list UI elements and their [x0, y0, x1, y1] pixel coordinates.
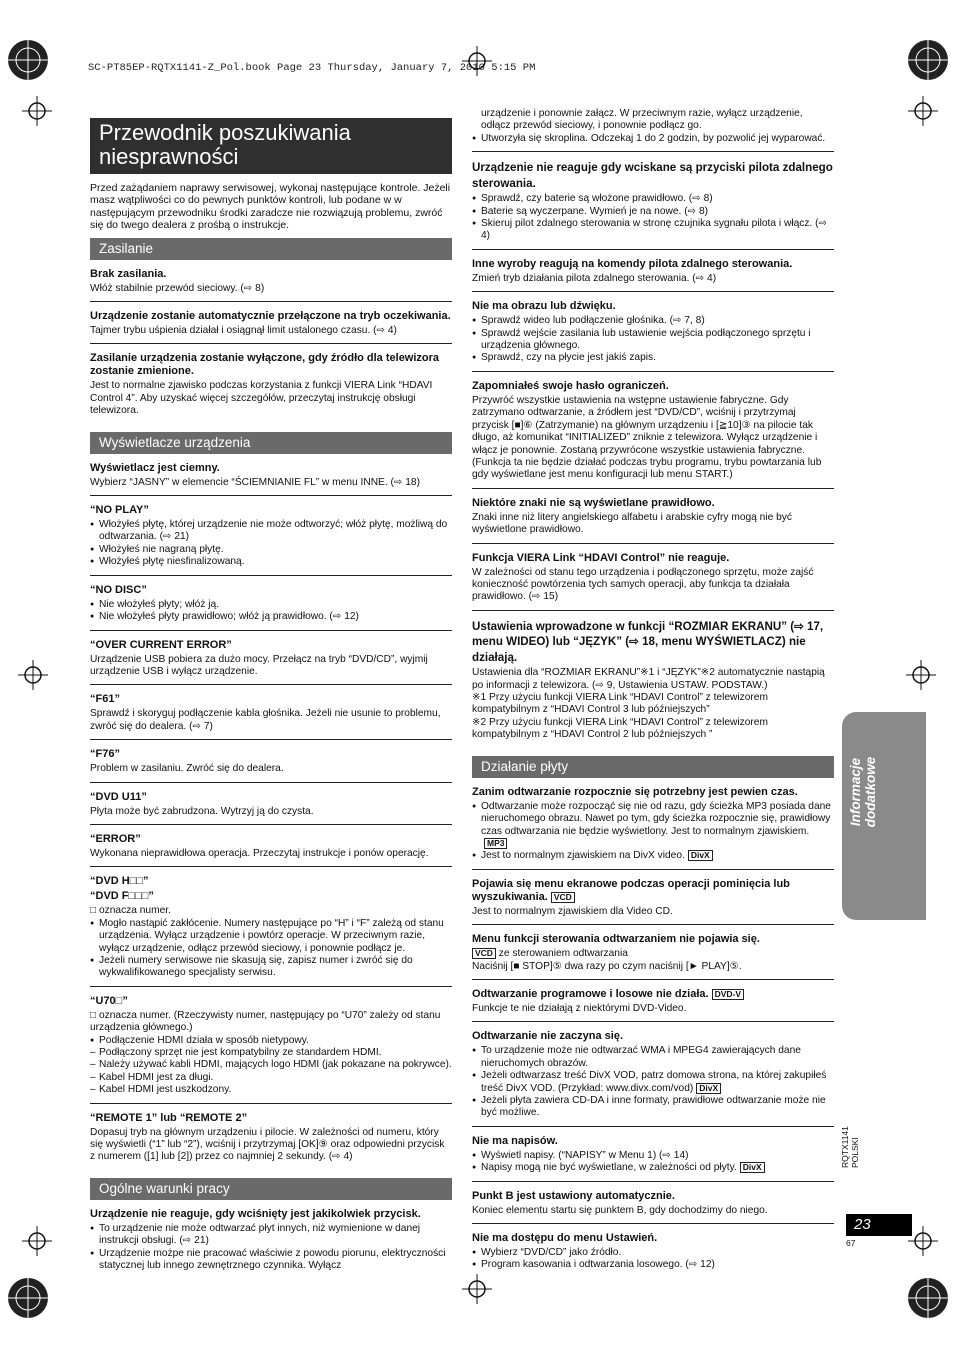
entry-answer: urządzenie i ponownie załącz. W przeciwnym razie, wyłącz urządzenie, odłącz przewód sieciowy, i ponownie podłącz go. — [481, 108, 803, 132]
trouble-entry — [90, 584, 452, 631]
trouble-entry — [472, 1232, 834, 1278]
list-item: ● Sprawdź, czy na płycie jest jakiś zapis. — [472, 352, 834, 364]
entry-answer: Jest to normalnym zjawiskiem dla Video CD. — [472, 905, 673, 917]
trouble-entry — [90, 693, 452, 740]
list-item: ● Jeżeli numery serwisowe nie skasują się, zapisz numer i zwróć się do wykwalifikowanego specjalisty serwisu. — [90, 955, 452, 980]
trouble-entry — [472, 988, 834, 1022]
side-tab-label-line2: dodatkowe — [863, 756, 878, 828]
list-item-text: Napisy mogą nie być wyświetlane, w zależności od płyty. — [481, 1162, 737, 1174]
trouble-entry — [90, 748, 452, 782]
page-title-line2: niesprawności — [99, 144, 239, 169]
list-item: – Należy używać kabli HDMI, mających logo HDMI (jak pokazane na pokrywce). — [90, 1059, 452, 1071]
entry-question: Wyświetlacz jest ciemny. — [90, 461, 220, 474]
footnote: ※2 Przy użyciu funkcji VIERA Link “HDAVI Control” z telewizorem kompatybilnym z “HDAVI Control 2 lub późniejszych ” — [472, 716, 768, 741]
list-item: ● Włożyłeś nie nagraną płytę. — [90, 544, 452, 556]
section-header-ogolne: Ogólne warunki pracy — [90, 1178, 452, 1200]
list-item: – Kabel HDMI jest za długi. — [90, 1072, 452, 1084]
entry-question: Urządzenie nie reaguje, gdy wciśnięty jest jakikolwiek przycisk. — [90, 1207, 421, 1220]
entry-question: “DVD H□□” — [90, 875, 149, 888]
bullet-list — [90, 599, 452, 624]
list-item: – Podłączony sprzęt nie jest kompatybilny ze standardem HDMI. — [90, 1047, 452, 1059]
side-tab-label — [848, 722, 878, 862]
entry-answer: Przywróć wszystkie ustawienia na wstępne ustawienie fabryczne. Gdy zatrzymano odtwarzanie, a źródłem jest “DVD/CD”, wciśnij i przytrzymaj przycisk [■]⑥ (Zatrzymanie) na głównym urządzeniu i [≧10]③ na pilocie tak długo, aż komunikat “INITIALIZED” zniknie z telewizora. Wyłącz urządzenie i włącz je ponownie. Zostaną przywrócone wszystkie ustawienia fabryczne. (Funkcja ta nie będzie działać podczas trybu programu, trybu powtarzania lub gdy wyświetlane jest menu konfiguracji lub menu START.) — [472, 394, 822, 481]
intro-text: Przed zażądaniem naprawy serwisowej, wykonaj następujące kontrole. Jeżeli masz wątpliwości co do pewnych punktów kontroli, lub podane w w następującym przewodniku środki zaradcze nie rozwiązują problemu, zwróć się do twego dealera z prośbą o instrukcje. — [90, 182, 451, 232]
document-code-number: RQTX1141 — [840, 1126, 850, 1168]
right-column — [472, 108, 834, 1286]
document-code — [840, 1126, 860, 1168]
format-badge: DivX — [696, 1083, 721, 1094]
entry-answer — [472, 948, 834, 960]
trouble-entry — [90, 268, 452, 302]
trouble-entry — [472, 552, 834, 611]
entry-question: Funkcja VIERA Link “HDAVI Control” nie reaguje. — [472, 551, 730, 564]
bullet-list — [472, 133, 834, 145]
entry-answer: Dopasuj tryb na głównym urządzeniu i pilocie. W zależności od numeru, który się wyświetli (“1” lub “2”), wciśnij i przytrzymaj [OK]⑨ oraz odpowiedni przycisk z numerem ([1] lub [2]) przez co najmniej 2 sekundy. (⇨ 4) — [90, 1126, 445, 1163]
trouble-entry — [472, 160, 834, 250]
trouble-entry — [90, 995, 452, 1104]
list-item: ● Program kasowania i odtwarzania losowego. (⇨ 12) — [472, 1259, 834, 1271]
entry-question-text: Pojawia się menu ekranowe podczas operacji pominięcia lub wyszukiwania. — [472, 877, 790, 903]
entry-question-text: Odtwarzanie programowe i losowe nie działa. — [472, 987, 709, 1000]
trouble-entry — [472, 786, 834, 870]
trouble-entry — [90, 1112, 452, 1170]
format-badge: MP3 — [484, 838, 507, 849]
trouble-entry — [472, 300, 834, 372]
entry-question: “DVD U11” — [90, 790, 147, 803]
crosshair-mark-right-mid — [906, 660, 936, 690]
list-item: ● To urządzenie może nie odtwarzać WMA i MPEG4 zawierających dane nieruchomych obrazów. — [472, 1045, 834, 1070]
list-item-text: Jest to normalnym zjawiskiem na DivX video. — [481, 850, 685, 862]
trouble-entry — [90, 462, 452, 496]
list-item: ● Nie włożyłeś płyty prawidłowo; włóż ją prawidłowo. (⇨ 12) — [90, 611, 452, 623]
entry-question — [472, 878, 834, 904]
registration-mark-top-left — [0, 30, 60, 90]
list-item-text: Odtwarzanie może rozpocząć się nie od razu, gdy ścieżka MP3 posiada dane nieruchomego obrazu. Nawet po tym, gdy ścieżka rozpocznie się, prawidłowy czas odtwarzania nie będzie wyświetlony. Jest to normalnym zjawiskiem. — [481, 800, 831, 837]
bullet-list — [472, 1045, 834, 1119]
registration-mark-top-right — [900, 30, 954, 90]
list-item: ● Sprawdź, czy baterie są włożone prawidłowo. (⇨ 8) — [472, 193, 834, 205]
trouble-entry — [472, 497, 834, 544]
crosshair-mark-right-top — [908, 96, 938, 126]
trouble-entry — [90, 639, 452, 686]
format-badge: VCD — [472, 948, 496, 959]
page-number: 23 — [846, 1214, 912, 1236]
trouble-entry — [472, 380, 834, 489]
crosshair-mark-left-bottom — [22, 1226, 52, 1256]
entry-question: Ustawienia wprowadzone w funkcji “ROZMIAR EKRANU” (⇨ 17, menu WIDEO) lub “JĘZYK” (⇨ 18, menu WYŚWIETLACZ) nie działają. — [472, 619, 824, 664]
entry-question: “NO DISC” — [90, 583, 147, 596]
bullet-list — [90, 1223, 452, 1273]
list-item: ● Sprawdź wejście zasilania lub ustawienie wejścia podłączonego sprzętu i urządzenia głównego. — [472, 328, 834, 353]
entry-answer: Problem w zasilaniu. Zwróć się do dealera. — [90, 763, 284, 775]
format-badge: DivX — [740, 1162, 765, 1173]
trouble-entry — [90, 875, 452, 986]
entry-answer: Funkcje te nie działają z niektórymi DVD-Video. — [472, 1002, 687, 1014]
entry-answer: □ oznacza numer. — [90, 905, 171, 917]
entry-answer: Ustawienia dla “ROZMIAR EKRANU”※1 i “JĘZYK”※2 automatycznie nastąpią po informacji z telewizora. (⇨ 9, Ustawienia USTAW. PODSTAW.) — [472, 667, 825, 691]
dash-list — [90, 1047, 452, 1097]
trouble-entry — [90, 791, 452, 825]
entry-question: Nie ma napisów. — [472, 1134, 558, 1147]
entry-question: Zapomniałeś swoje hasło ograniczeń. — [472, 379, 669, 392]
trouble-entry — [472, 619, 834, 748]
trouble-entry — [90, 310, 452, 344]
entry-question: Niektóre znaki nie są wyświetlane prawidłowo. — [472, 496, 715, 509]
entry-question: Inne wyroby reagują na komendy pilota zdalnego sterowania. — [472, 257, 793, 270]
side-tab-informacje — [842, 712, 926, 920]
bullet-list — [472, 1247, 834, 1272]
list-item: ● Utworzyła się skroplina. Odczekaj 1 do 2 godzin, by pozwolić jej wyparować. — [472, 133, 834, 145]
trouble-entry — [472, 1030, 834, 1126]
list-item — [472, 1162, 834, 1174]
trouble-entry — [472, 258, 834, 292]
entry-answer-text: ze sterowaniem odtwarzania — [495, 948, 628, 960]
entry-answer: W zależności od stanu tego urządzenia i podłączonego sprzętu, może zajść konieczność powtórzenia tych samych operacji, aby funkcja ta działała prawidłowo. (⇨ 15) — [472, 566, 814, 603]
format-badge: DivX — [688, 850, 713, 861]
trouble-entry — [90, 1208, 452, 1279]
entry-answer: □ oznacza numer. (Rzeczywisty numer, następujący po “U70” zależy od stanu urządzenia głównego.) — [90, 1009, 441, 1034]
entry-answer: Jest to normalne zjawisko podczas korzystania z funkcji VIERA Link “HDAVI Control 4”. Aby uzyskać więcej szczegółów, przeczytaj instrukcję obsługi telewizora. — [90, 380, 433, 417]
trouble-entry — [472, 1135, 834, 1182]
list-item: ● Włożyłeś płytę, której urządzenie nie może odtworzyć; włóż płytę, możliwą do odtwarzania. (⇨ 21) — [90, 519, 452, 544]
entry-question: Nie ma dostępu do menu Ustawień. — [472, 1232, 658, 1244]
entry-answer: Naciśnij [■ STOP]⑤ dwa razy po czym naciśnij [► PLAY]⑤. — [472, 960, 742, 972]
bullet-list — [472, 801, 834, 863]
format-badge: VCD — [551, 892, 575, 903]
page-title — [90, 118, 452, 174]
list-item: ● Urządzenie możpe nie pracować właściwie z powodu piorunu, elektryczności statycznej lub innego zewnętrznego czynnika. Wyłącz — [90, 1248, 452, 1273]
entry-question: Punkt B jest ustawiony automatycznie. — [472, 1189, 675, 1202]
crosshair-mark-right-bottom — [908, 1226, 938, 1256]
list-item: ● Sprawdź wideo lub podłączenie głośnika. (⇨ 7, 8) — [472, 315, 834, 327]
section-header-wyswietlacze: Wyświetlacze urządzenia — [90, 432, 452, 454]
bullet-list — [472, 193, 834, 243]
list-item: ● Włożyłeś płytę niesfinalizowaną. — [90, 556, 452, 568]
entry-question: “F76” — [90, 748, 120, 761]
entry-question: “DVD F□□□” — [90, 890, 154, 903]
entry-question: Zasilanie urządzenia zostanie wyłączone, gdy źródło dla telewizora zostanie zmienione. — [90, 352, 440, 378]
list-item: ● Jeżeli płyta zawiera CD-DA i inne formaty, prawidłowe odtwarzanie może nie być możliwe. — [472, 1095, 834, 1120]
list-item: – Kabel HDMI jest uszkodzony. — [90, 1084, 452, 1096]
footnote: ※1 Przy użyciu funkcji VIERA Link “HDAVI Control” z telewizorem kompatybilnym z “HDAVI Control 3 lub późniejszych” — [472, 692, 768, 716]
list-item: ● To urządzenie nie może odtwarzać płyt innych, niż wymienione w danej instrukcji obsługi. (⇨ 21) — [90, 1223, 452, 1248]
entry-answer: Sprawdź i skoryguj podłączenie kabla głośnika. Jeżeli nie usunie to problemu, zwróć się do dealera. (⇨ 7) — [90, 708, 441, 732]
list-item: ● Skieruj pilot zdalnego sterowania w stronę czujnika sygnału pilota i włącz. (⇨ 4) — [472, 218, 834, 243]
list-item: ● Mogło nastąpić zakłócenie. Numery następujące po “H” i “F” zależą od stanu urządzenia. Wyłącz urządzenie i powtórz operacje. W przeciwnym razie, wyłącz urządzenie, odłącz przewód sieciowy, i ponownie podłącz je. — [90, 918, 452, 955]
format-badge: DVD-V — [712, 989, 744, 1000]
sub-page-number: 67 — [846, 1238, 856, 1248]
entry-question: Brak zasilania. — [90, 267, 167, 280]
bullet-list — [472, 1150, 834, 1175]
entry-answer: Płyta może być zabrudzona. Wytrzyj ją do czysta. — [90, 805, 314, 817]
trouble-entry — [472, 1190, 834, 1224]
list-item: ● Podłączenie HDMI działa w sposób nietypowy. — [90, 1035, 452, 1047]
entry-question: “F61” — [90, 693, 120, 706]
entry-question: Odtwarzanie nie zaczyna się. — [472, 1030, 624, 1043]
entry-question: Urządzenie zostanie automatycznie przełączone na tryb oczekiwania. — [90, 310, 451, 323]
list-item: ● Wybierz “DVD/CD” jako źródło. — [472, 1247, 834, 1259]
bullet-list — [90, 918, 452, 980]
crosshair-mark-left-top — [22, 96, 52, 126]
entry-question: Urządzenie nie reaguje gdy wciskane są przyciski pilota zdalnego sterowania. — [472, 161, 833, 190]
entry-question — [472, 988, 834, 1001]
page-title-line1: Przewodnik poszukiwania — [99, 120, 351, 145]
crosshair-mark-left-mid — [18, 660, 48, 690]
entry-answer: Wybierz “JASNY” w elemencie “ŚCIEMNIANIE FL” w menu INNE. (⇨ 18) — [90, 476, 420, 488]
entry-answer: Zmień tryb działania pilota zdalnego sterowania. (⇨ 4) — [472, 272, 717, 284]
section-header-zasilanie: Zasilanie — [90, 238, 452, 260]
trouble-entry — [472, 108, 834, 152]
entry-answer: Włóż stabilnie przewód sieciowy. (⇨ 8) — [90, 282, 265, 294]
trouble-entry — [90, 352, 452, 423]
list-item-text: Jeżeli odtwarzasz treść DivX VOD, patrz domowa strona, na której zakupiłeś treść DivX VOD. (Przykład: www.divx.com/vod) — [481, 1070, 827, 1094]
entry-question: “ERROR” — [90, 832, 141, 845]
entry-question: Menu funkcji sterowania odtwarzaniem nie pojawia się. — [472, 933, 760, 946]
left-column — [90, 118, 452, 1286]
entry-question: “OVER CURRENT ERROR” — [90, 638, 232, 651]
entry-answer: Koniec elementu startu się punktem B, gdy dochodzimy do niego. — [472, 1204, 768, 1216]
bullet-list — [90, 1035, 452, 1047]
trouble-entry — [472, 933, 834, 980]
entry-question: Nie ma obrazu lub dźwięku. — [472, 300, 616, 313]
list-item — [472, 850, 834, 862]
book-header-line: SC-PT85EP-RQTX1141-Z_Pol.book Page 23 Thursday, January 7, 2010 5:15 PM — [88, 62, 536, 74]
entry-answer: Urządzenie USB pobiera za dużo mocy. Przełącz na tryb “DVD/CD”, wyjmij urządzenie USB i wyłącz urządzenie. — [90, 653, 428, 677]
entry-question: Zanim odtwarzanie rozpocznie się potrzebny jest pewien czas. — [472, 785, 798, 798]
entry-question: “U70□” — [90, 994, 128, 1007]
list-item — [472, 1070, 834, 1095]
trouble-entry — [90, 504, 452, 576]
list-item: ● Wyświetl napisy. (“NAPISY” w Menu 1) (⇨ 14) — [472, 1150, 834, 1162]
entry-question: “REMOTE 1” lub “REMOTE 2” — [90, 1111, 248, 1124]
registration-mark-bottom-right — [900, 1268, 954, 1328]
bullet-list — [472, 315, 834, 365]
trouble-entry — [472, 878, 834, 925]
entry-question: “NO PLAY” — [90, 504, 149, 517]
entry-answer: Tajmer trybu uśpienia działał i osiągnął limit ustalonego czasu. (⇨ 4) — [90, 325, 397, 337]
list-item — [472, 801, 834, 851]
trouble-entry — [90, 833, 452, 867]
side-tab-label-line1: Informacje — [848, 757, 863, 827]
entry-answer: Wykonana nieprawidłowa operacja. Przeczytaj instrukcje i ponów operację. — [90, 847, 429, 859]
list-item: ● Nie włożyłeś płyty; włóż ją. — [90, 599, 452, 611]
bullet-list — [90, 519, 452, 569]
section-header-plyty: Działanie płyty — [472, 756, 834, 778]
entry-answer: Znaki inne niż litery angielskiego alfabetu i arabskie cyfry mogą nie być wyświetlone prawidłowo. — [472, 511, 792, 536]
registration-mark-bottom-left — [0, 1268, 60, 1328]
list-item: ● Baterie są wyczerpane. Wymień je na nowe. (⇨ 8) — [472, 206, 834, 218]
document-language: POLSKI — [850, 1137, 860, 1168]
